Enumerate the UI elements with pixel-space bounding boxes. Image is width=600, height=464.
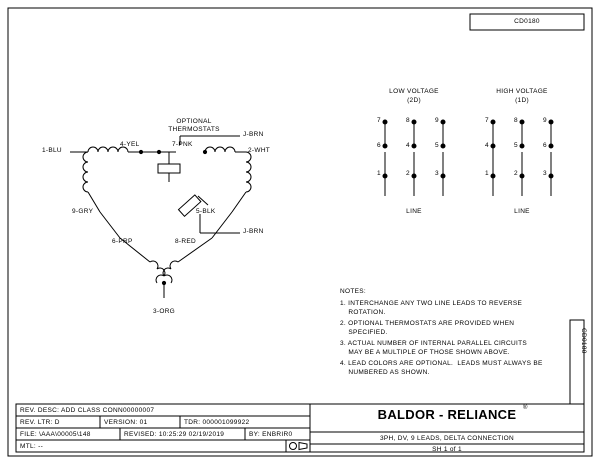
lead-7-pnk: 7-PNK bbox=[172, 141, 193, 148]
high-voltage-title-line2: (1D) bbox=[515, 97, 529, 104]
high-voltage-line-label: LINE bbox=[514, 208, 530, 215]
side-tab-label: CD0180 bbox=[580, 328, 587, 354]
hv-terminal-1: 1 bbox=[485, 170, 489, 177]
note-item-2: 2. OPTIONAL THERMOSTATS ARE PROVIDED WHEN SPECIFIED. bbox=[340, 320, 515, 336]
low-voltage-title-line2: (2D) bbox=[407, 97, 421, 104]
title-file: FILE: \AAA\00005\148 bbox=[20, 431, 91, 438]
title-rev-desc: REV. DESC: ADD CLASS CONN00000007 bbox=[20, 407, 155, 414]
low-voltage-title-line1: LOW VOLTAGE bbox=[389, 88, 439, 95]
drawing-number: CD0180 bbox=[514, 18, 540, 25]
lv-terminal-1: 1 bbox=[377, 170, 381, 177]
title-revised: REVISED: 10:25:29 02/19/2019 bbox=[124, 431, 225, 438]
lead-8-red: 8-RED bbox=[175, 238, 197, 245]
lead-2-wht: 2-WHT bbox=[248, 147, 271, 154]
lead-j-brn-bottom: J-BRN bbox=[243, 228, 264, 235]
note-item-3: 3. ACTUAL NUMBER OF INTERNAL PARALLEL CIRCUITS MAY BE A MULTIPLE OF THOSE SHOWN ABOVE. bbox=[340, 340, 528, 356]
lead-6-prp: 6-PRP bbox=[112, 238, 133, 245]
hv-terminal-8: 8 bbox=[514, 117, 518, 124]
lead-j-brn-top: J-BRN bbox=[243, 131, 264, 138]
lv-terminal-6: 6 bbox=[377, 142, 381, 149]
notes-heading: NOTES: bbox=[340, 288, 366, 295]
title-rev-ltr: REV. LTR: D bbox=[20, 419, 60, 426]
lead-1-blu: 1-BLU bbox=[42, 147, 62, 154]
lead-4-yel: 4-YEL bbox=[120, 141, 140, 148]
thermostat-label-line1: OPTIONAL bbox=[176, 118, 212, 125]
lv-terminal-3: 3 bbox=[435, 170, 439, 177]
title-by: BY: ENBRIR0 bbox=[249, 431, 293, 438]
hv-terminal-9: 9 bbox=[543, 117, 547, 124]
note-item-1: 1. INTERCHANGE ANY TWO LINE LEADS TO REVERSE ROTATION. bbox=[340, 300, 523, 316]
lead-5-blk: 5-BLK bbox=[196, 208, 216, 215]
hv-terminal-5: 5 bbox=[514, 142, 518, 149]
hv-terminal-2: 2 bbox=[514, 170, 518, 177]
sheet-number: SH 1 of 1 bbox=[432, 446, 462, 453]
lead-9-gry: 9-GRY bbox=[72, 208, 94, 215]
lv-terminal-4: 4 bbox=[406, 142, 410, 149]
lv-terminal-7: 7 bbox=[377, 117, 381, 124]
high-voltage-title-line1: HIGH VOLTAGE bbox=[496, 88, 548, 95]
hv-terminal-7: 7 bbox=[485, 117, 489, 124]
lv-terminal-2: 2 bbox=[406, 170, 410, 177]
registered-mark: ® bbox=[523, 405, 528, 411]
lv-terminal-9: 9 bbox=[435, 117, 439, 124]
drawing-description: 3PH, DV, 9 LEADS, DELTA CONNECTION bbox=[380, 435, 514, 442]
thermostat-label-line2: THERMOSTATS bbox=[168, 126, 220, 133]
lv-terminal-8: 8 bbox=[406, 117, 410, 124]
title-tdr: TDR: 000001099922 bbox=[184, 419, 250, 426]
lead-3-org: 3-ORG bbox=[152, 308, 176, 315]
note-item-4: 4. LEAD COLORS ARE OPTIONAL. LEADS MUST ALWAYS BE NUMBERED AS SHOWN. bbox=[340, 360, 543, 376]
lv-terminal-5: 5 bbox=[435, 142, 439, 149]
hv-terminal-6: 6 bbox=[543, 142, 547, 149]
low-voltage-line-label: LINE bbox=[406, 208, 422, 215]
hv-terminal-3: 3 bbox=[543, 170, 547, 177]
title-mtl: MTL: -- bbox=[20, 443, 44, 450]
title-version: VERSION: 01 bbox=[104, 419, 148, 426]
company-name: BALDOR - RELIANCE bbox=[377, 407, 517, 422]
hv-terminal-4: 4 bbox=[485, 142, 489, 149]
